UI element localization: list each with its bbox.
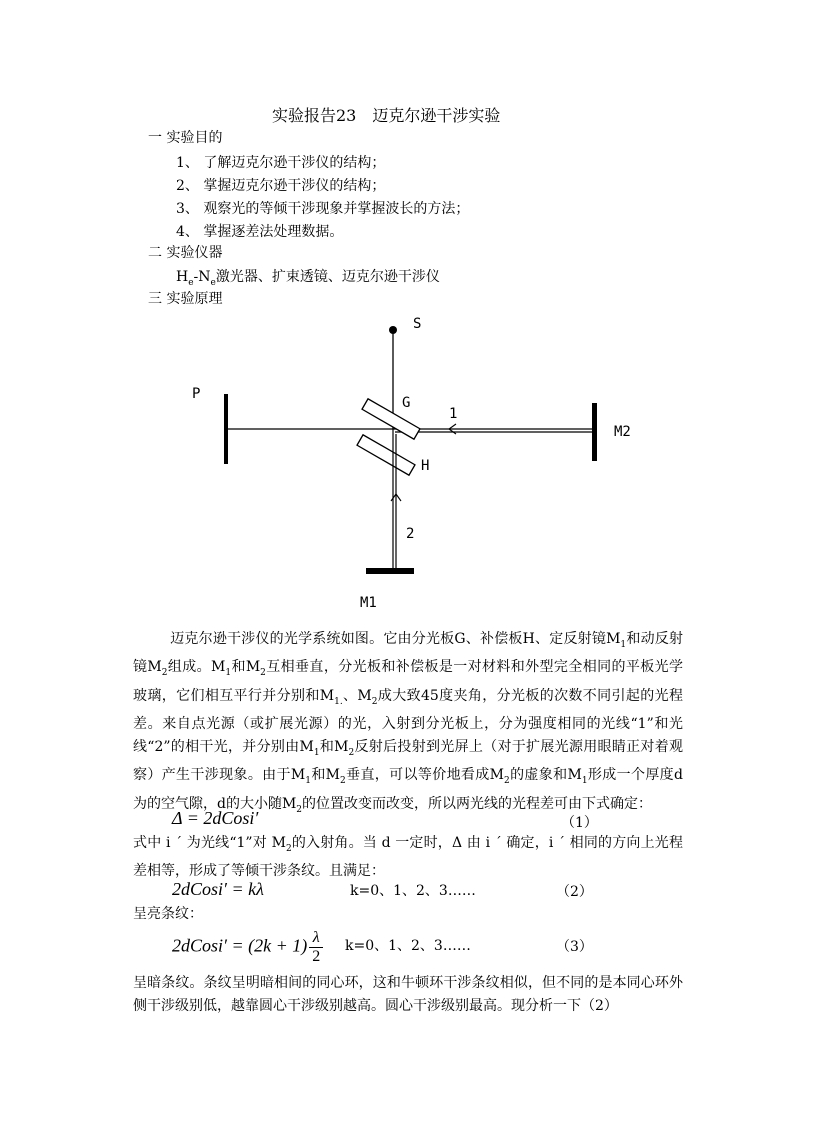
- equation-2-condition: k=0、1、2、3……: [350, 883, 476, 899]
- label-h: H: [421, 458, 430, 474]
- paragraph-dark-fringe: 呈暗条纹。条纹呈明暗相间的同心环，这和牛顿环干涉条纹相似，但不同的是本同心环外侧干涉级别低，越靠圆心干涉级别越高。圆心干涉级别最高。现分析一下（2）: [133, 975, 683, 1014]
- ne-sub: e: [210, 277, 216, 288]
- equation-3-number: （3）: [556, 939, 593, 955]
- he-sub: e: [188, 277, 194, 288]
- paragraph-incidence: 式中 i ´ 为光线“1”对 $M_2$的入射角。当 d 一定时，Δ 由 i ´ 确定，i ´ 相同的方向上光程差相等，形成了等倾干涉条纹。且满足：: [133, 835, 683, 880]
- label-ray-1: 1: [449, 406, 458, 422]
- label-s: S: [413, 316, 422, 332]
- purpose-item-1: 1、 了解迈克尔逊干涉仪的结构；: [176, 155, 386, 171]
- instrument-rest: 激光器、扩束透镜、迈克尔逊干涉仪: [215, 269, 440, 285]
- purpose-item-2: 2、 掌握迈克尔逊干涉仪的结构；: [176, 178, 386, 194]
- mirror-m1: [366, 568, 414, 574]
- equation-3-condition: k=0、1、2、3……: [345, 938, 471, 954]
- compensator-plate-h: [357, 435, 415, 475]
- equation-2: 2dCosi′ = kλ: [172, 879, 264, 899]
- purpose-item-3: 3、 观察光的等倾干涉现象并掌握波长的方法；: [176, 201, 470, 217]
- label-p: P: [192, 386, 201, 402]
- section-heading-purpose: 一 实验目的: [148, 130, 223, 146]
- purpose-item-4: 4、 掌握逐差法处理数据。: [176, 224, 344, 240]
- label-g: G: [402, 395, 411, 411]
- equation-1: Δ = 2dCosi′: [172, 808, 259, 828]
- equation-2-number: （2）: [556, 884, 593, 900]
- bright-fringe-label: 呈亮条纹：: [133, 906, 203, 922]
- equation-1-number: （1）: [561, 815, 598, 831]
- point-source: [389, 326, 397, 334]
- screen-p: [224, 394, 228, 464]
- he-symbol: H: [176, 269, 189, 285]
- label-m1: M1: [360, 595, 377, 610]
- fraction-lambda-2: $\frac{\lambda}{2}$: [309, 929, 323, 966]
- section-heading-instruments: 二 实验仪器: [148, 245, 223, 261]
- interferometer-diagram: [0, 310, 815, 610]
- mirror-m2: [592, 403, 597, 461]
- page-title: 实验报告23 迈克尔逊干涉实验: [272, 106, 501, 125]
- label-m2: M2: [614, 424, 631, 440]
- section-heading-principle: 三 实验原理: [148, 291, 223, 307]
- ne-symbol: -N: [193, 269, 211, 285]
- paragraph-principle: 迈克尔逊干涉仪的光学系统如图。它由分光板G、补偿板H、定反射镜$M_1$和动反射镜$M_2$组成。$M_1$和$M_2$互相垂直，分光板和补偿板是一对材料和外型完全相同的平板光学玻璃，它们相互平行并分别和$M_{1.}$、$M_2$成大致45度夹角，分光板的次数不同引起的光程差。来自点光源（或扩展光源）的光，入射到分光板上，分为强度相同的光线“1”和光线“2”的相干光，并分别由$M_1$和$M_2$反射后投射到光屏上（对于扩展光源用眼睛正对着观察）产生干涉现象。由于$M_1$和$M_2$垂直，可以等价地看成$M_2$的虚象和$M_1$形成一个厚度d为的空气隙，d的大小随$M_2$的位置改变而改变，所以两光线的光程差可由下式确定：: [133, 631, 684, 815]
- splitter-plate-g: [362, 399, 420, 439]
- equation-3: 2dCosi′ = (2k + 1) $\frac{\lambda}{2}$: [172, 929, 325, 966]
- label-ray-2: 2: [406, 526, 415, 542]
